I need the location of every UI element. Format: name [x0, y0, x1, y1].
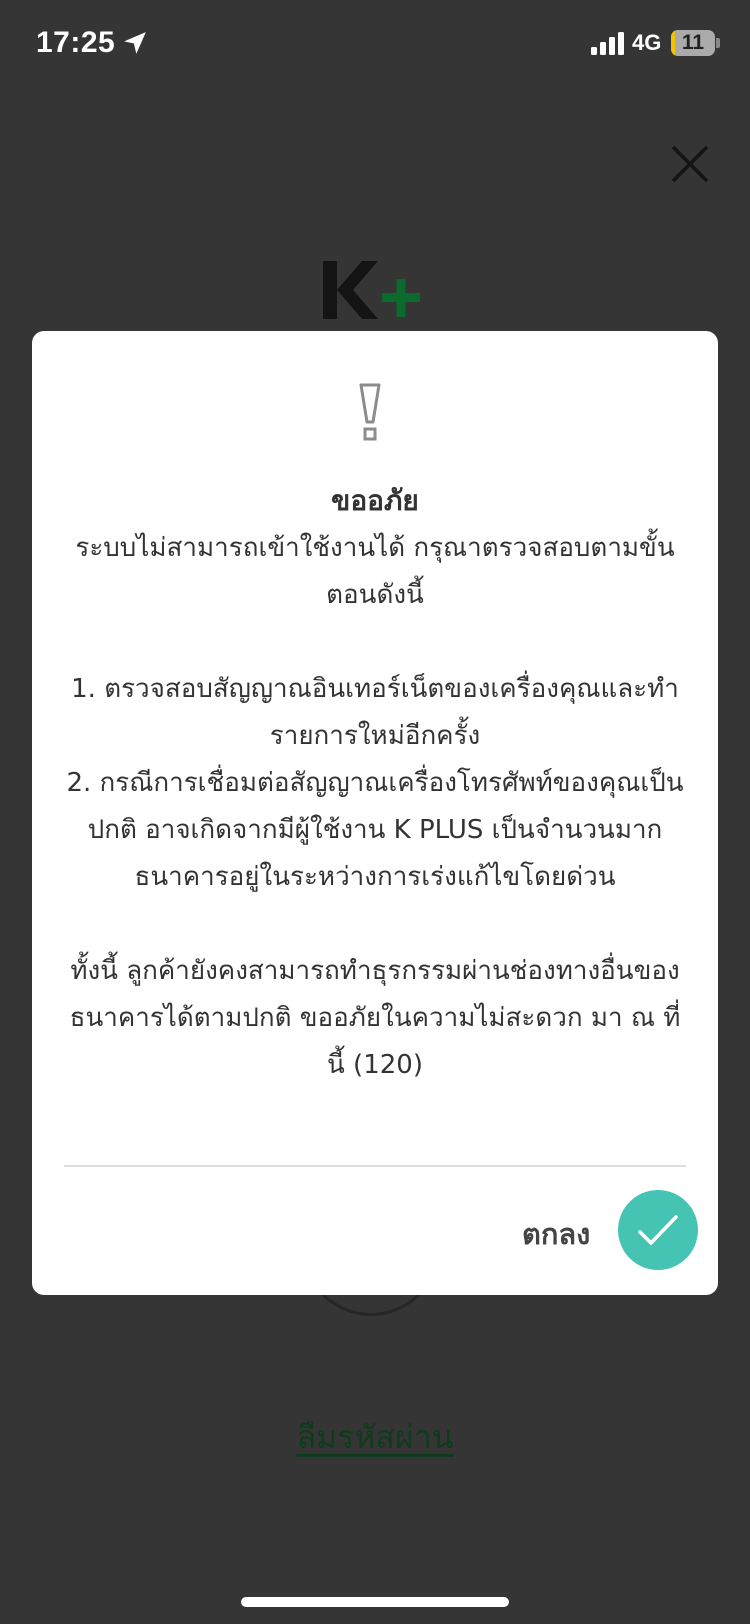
battery-icon — [671, 30, 715, 56]
exclamation-icon — [358, 383, 382, 441]
ok-button[interactable] — [618, 1190, 698, 1270]
error-dialog — [32, 331, 718, 1295]
dialog-intro: ระบบไม่สามารถเข้าใช้งานได้ กรุณาตรวจสอบตามขั้นตอนดังนี้ — [75, 533, 675, 610]
ok-label[interactable]: ตกลง — [522, 1217, 591, 1251]
dialog-step-1: 1. ตรวจสอบสัญญาณอินเทอร์เน็ตของเครื่องคุณและทำรายการใหม่อีกครั้ง — [71, 674, 679, 751]
dialog-message — [62, 525, 688, 1089]
battery-percent: 11 — [681, 31, 705, 54]
dialog-divider — [64, 1165, 686, 1167]
close-icon[interactable] — [670, 144, 710, 184]
status-bar — [0, 0, 750, 90]
dialog-closing: ทั้งนี้ ลูกค้ายังคงสามารถทำธุรกรรมผ่านช่องทางอื่นของธนาคารได้ตามปกติ ขออภัยในความไม่สะดวก มา ณ ที่นี้ (120) — [69, 956, 681, 1080]
forgot-password-link[interactable]: ลืมรหัสผ่าน — [296, 1418, 454, 1456]
location-arrow-icon — [122, 30, 148, 56]
dialog-step-2: 2. กรณีการเชื่อมต่อสัญญาณเครื่องโทรศัพท์ของคุณเป็นปกติ อาจเกิดจากมีผู้ใช้งาน K PLUS เป็นจำนวนมาก ธนาคารอยู่ในระหว่างการเร่งแก้ไขโดยด่วน — [66, 768, 684, 892]
network-type: 4G — [632, 30, 662, 55]
signal-bars-icon — [591, 32, 627, 56]
kplus-logo — [320, 258, 430, 322]
battery-cap — [716, 38, 720, 48]
dialog-title: ขออภัย — [331, 484, 419, 517]
status-time: 17:25 — [36, 26, 116, 59]
home-indicator — [241, 1597, 509, 1607]
checkmark-icon — [636, 1210, 680, 1250]
